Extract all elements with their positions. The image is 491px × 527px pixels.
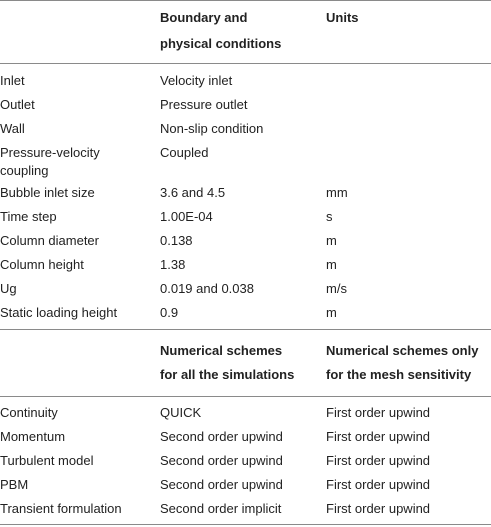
row-all: Second order implicit xyxy=(160,501,282,516)
table-row xyxy=(0,277,491,301)
row-name: Outlet xyxy=(0,97,35,112)
row-value: Velocity inlet xyxy=(160,73,233,88)
table-row xyxy=(0,401,491,425)
row-unit: m xyxy=(326,257,337,272)
table-row xyxy=(0,301,491,325)
header-schemes-all-line1: Numerical schemes xyxy=(160,343,283,358)
row-name: Column diameter xyxy=(0,233,99,248)
row-name: Bubble inlet size xyxy=(0,185,95,200)
row-all: Second order upwind xyxy=(160,477,283,492)
table-row xyxy=(0,473,491,497)
row-name: Ug xyxy=(0,281,17,296)
row-value: 1.38 xyxy=(160,257,186,272)
row-all: QUICK xyxy=(160,405,202,420)
row-unit: m/s xyxy=(326,281,347,296)
row-unit: mm xyxy=(326,185,348,200)
table-row xyxy=(0,69,491,93)
table-row xyxy=(0,229,491,253)
header-boundary-line1: Boundary and xyxy=(160,10,248,25)
row-mesh: First order upwind xyxy=(326,429,431,444)
table-row xyxy=(0,205,491,229)
row-name: Transient formulation xyxy=(0,501,122,516)
header-schemes-mesh-line2: for the mesh sensitivity xyxy=(326,367,472,382)
row-mesh: First order upwind xyxy=(326,501,431,516)
table-row xyxy=(0,181,491,205)
table-row xyxy=(0,93,491,117)
table-row xyxy=(0,449,491,473)
row-all: Second order upwind xyxy=(160,453,283,468)
row-mesh: First order upwind xyxy=(326,453,431,468)
row-value: 0.138 xyxy=(160,233,193,248)
row-name: Column height xyxy=(0,257,84,272)
row-name: Wall xyxy=(0,121,25,136)
header1-rule xyxy=(0,63,491,64)
row-unit: s xyxy=(326,209,333,224)
header-schemes-mesh-line1: Numerical schemes only xyxy=(326,343,479,358)
header-row-schemes xyxy=(0,339,491,391)
table-row xyxy=(0,117,491,141)
row-name: Continuity xyxy=(0,405,58,420)
row-name: Inlet xyxy=(0,73,25,88)
table-row xyxy=(0,425,491,449)
header2-rule xyxy=(0,396,491,397)
top-rule xyxy=(0,0,491,1)
row-mesh: First order upwind xyxy=(326,477,431,492)
row-name: Turbulent model xyxy=(0,453,94,468)
row-all: Second order upwind xyxy=(160,429,283,444)
row-value: 3.6 and 4.5 xyxy=(160,185,226,200)
row-name-line2: coupling xyxy=(0,163,49,178)
row-name: Time step xyxy=(0,209,57,224)
row-value: 1.00E-04 xyxy=(160,209,213,224)
row-value: Coupled xyxy=(160,145,209,160)
header-schemes-all-line2: for all the simulations xyxy=(160,367,295,382)
header-units: Units xyxy=(326,10,359,25)
row-name-line1: Pressure-velocity xyxy=(0,145,100,160)
row-value: 0.9 xyxy=(160,305,179,320)
row-value: 0.019 and 0.038 xyxy=(160,281,254,296)
row-unit: m xyxy=(326,233,337,248)
table-row xyxy=(0,497,491,521)
row-name: Momentum xyxy=(0,429,66,444)
table-row xyxy=(0,253,491,277)
table-row xyxy=(0,141,491,181)
row-name: Static loading height xyxy=(0,305,118,320)
row-value: Non-slip condition xyxy=(160,121,264,136)
row-value: Pressure outlet xyxy=(160,97,248,112)
header-row-boundary xyxy=(0,6,491,58)
bottom-rule xyxy=(0,524,491,525)
header-boundary-line2: physical conditions xyxy=(160,36,282,51)
row-name: PBM xyxy=(0,477,29,492)
section-rule xyxy=(0,329,491,330)
row-unit: m xyxy=(326,305,337,320)
row-mesh: First order upwind xyxy=(326,405,431,420)
